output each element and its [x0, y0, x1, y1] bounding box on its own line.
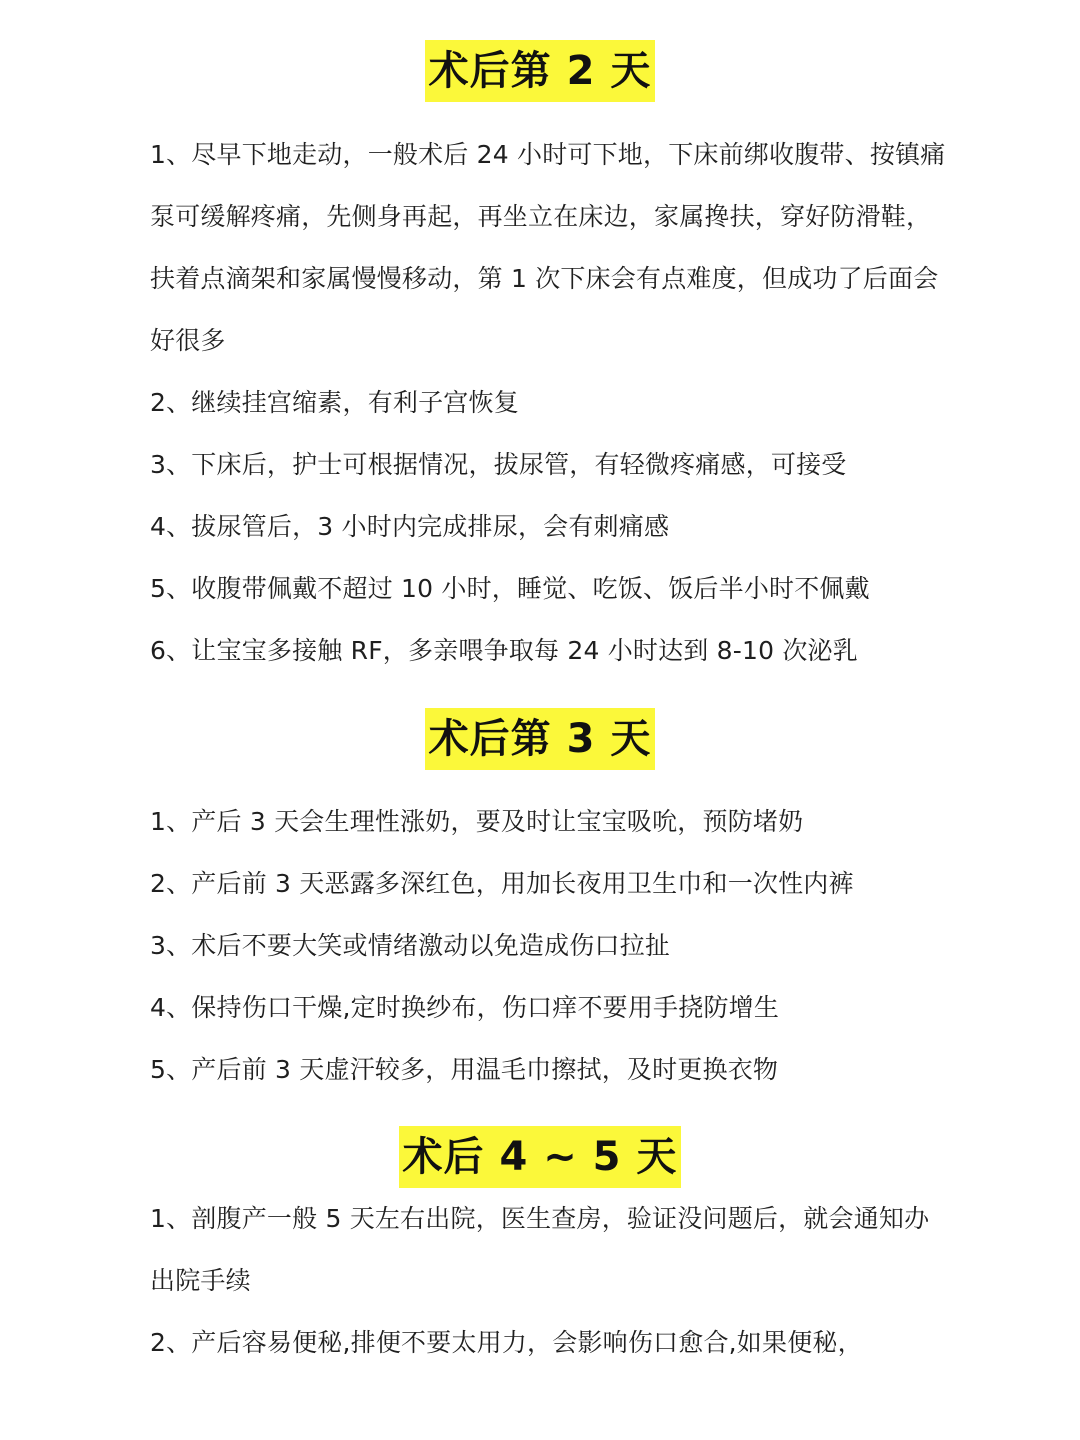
- section-title: 术后第 2 天: [425, 40, 656, 102]
- section-heading-day-3: [0, 708, 1080, 770]
- list-item: 5、产后前 3 天虚汗较多，用温毛巾擦拭，及时更换衣物: [150, 1055, 779, 1084]
- list-item: 2、继续挂宫缩素，有利子宫恢复: [150, 388, 519, 417]
- list-item: 2、产后容易便秘,排便不要太用力，会影响伤口愈合,如果便秘，: [150, 1328, 863, 1357]
- section-heading-day-2: [0, 40, 1080, 102]
- section-title: 术后 4 ~ 5 天: [399, 1126, 682, 1188]
- list-item: 4、拔尿管后，3 小时内完成排尿，会有刺痛感: [150, 512, 670, 541]
- list-item: 1、剖腹产一般 5 天左右出院，医生查房，验证没问题后，就会通知办出院手续: [150, 1204, 930, 1295]
- list-item: 1、产后 3 天会生理性涨奶，要及时让宝宝吸吮，预防堵奶: [150, 807, 804, 836]
- list-item: 3、术后不要大笑或情绪激动以免造成伤口拉扯: [150, 931, 671, 960]
- list-item: 5、收腹带佩戴不超过 10 小时，睡觉、吃饭、饭后半小时不佩戴: [150, 574, 870, 603]
- list-item: 2、产后前 3 天恶露多深红色，用加长夜用卫生巾和一次性内裤: [150, 869, 854, 898]
- list-item: 1、尽早下地走动，一般术后 24 小时可下地，下床前绑收腹带、按镇痛泵可缓解疼痛，先侧身再起，再坐立在床边，家属搀扶，穿好防滑鞋，扶着点滴架和家属慢慢移动，第 1 次下床会有点难度，但成功了后面会好很多: [150, 140, 946, 355]
- section-title: 术后第 3 天: [425, 708, 656, 770]
- list-item: 3、下床后，护士可根据情况，拔尿管，有轻微疼痛感，可接受: [150, 450, 847, 479]
- list-item: 4、保持伤口干燥,定时换纱布，伤口痒不要用手挠防增生: [150, 993, 780, 1022]
- list-item: 6、让宝宝多接触 RF，多亲喂争取每 24 小时达到 8-10 次泌乳: [150, 636, 858, 665]
- section-heading-day-4-5: [0, 1126, 1080, 1188]
